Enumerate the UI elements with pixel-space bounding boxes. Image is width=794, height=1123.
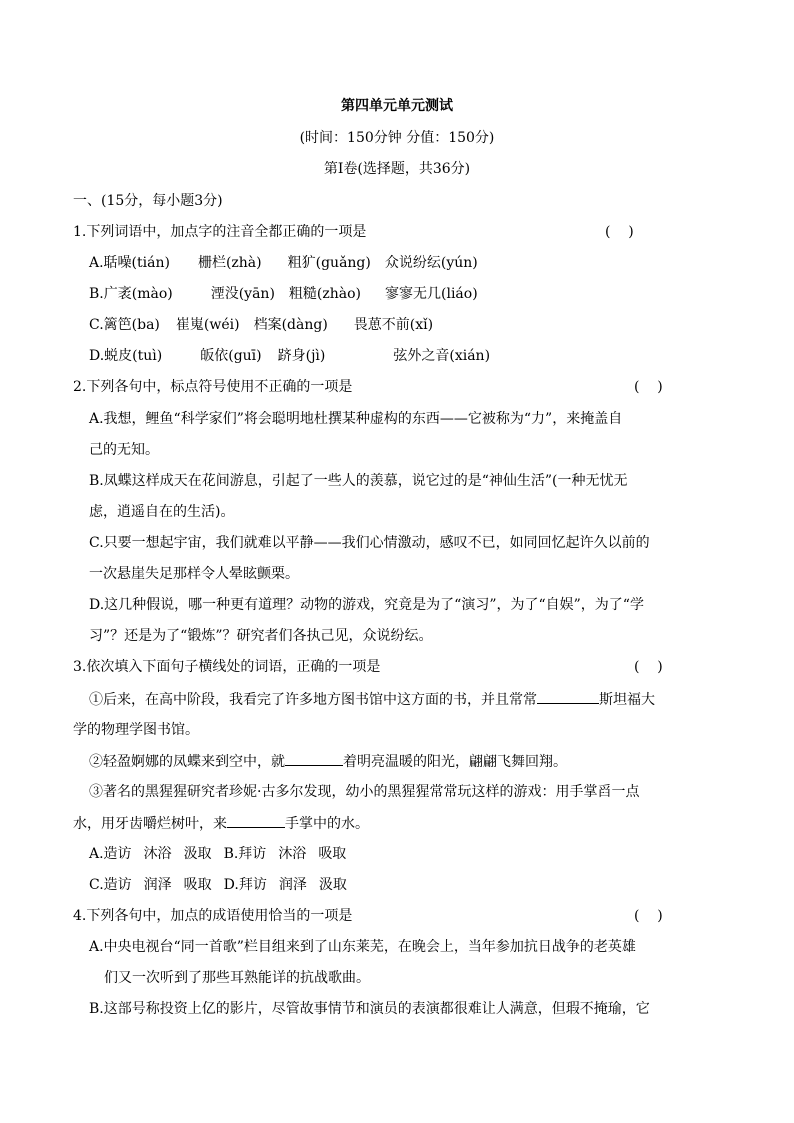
- fill-blank-2: [285, 751, 343, 766]
- q2-option-d-line2: 习”？还是为了“锻炼”？研究者们各执己见，众说纷纭。: [89, 628, 433, 644]
- q3-c-1: C.造访: [89, 877, 132, 893]
- q3-s1-text: ①后来，在高中阶段，我看完了许多地方图书馆中这方面的书，并且常常: [89, 692, 537, 708]
- volume-heading: 第Ⅰ卷(选择题，共36分): [323, 161, 471, 177]
- question-2-stem: 2.下列各句中，标点符号使用不正确的一项是: [73, 379, 353, 395]
- q3-sentence-3-line2: [73, 813, 369, 834]
- q3-a-3: 汲取: [183, 846, 212, 862]
- q1-a-word-2: 栅栏(zhà): [197, 255, 262, 271]
- q1-b-word-3: 粗糙(zhào): [288, 286, 362, 302]
- q2-option-a-line2: 己的无知。: [89, 442, 159, 458]
- q2-option-c-line1: C.只要一想起宇宙，我们就难以平静——我们心情激动，感叹不已，如同回忆起许久以前的: [89, 535, 650, 551]
- q1-c-word-3: 档案(dàng): [253, 317, 328, 333]
- q3-s3-text-end: 手掌中的水。: [285, 816, 369, 832]
- fill-blank-3: [227, 813, 285, 828]
- question-4-answer-paren: ( ): [634, 908, 663, 924]
- q1-b-word-1: B.广袤(mào): [89, 286, 173, 302]
- q1-b-word-2: 湮没(yān): [210, 286, 275, 302]
- q1-d-word-2: 皈依(guī): [200, 348, 262, 364]
- question-1-stem: 1.下列词语中，加点字的注音全都正确的一项是: [73, 224, 367, 240]
- q3-sentence-1-line1: [89, 689, 655, 710]
- question-3-answer-paren: ( ): [634, 659, 663, 675]
- q1-c-word-4: 畏葸不前(xǐ): [353, 317, 434, 333]
- q3-c-3: 吸取: [183, 877, 212, 893]
- question-4-stem: 4.下列各句中，加点的成语使用恰当的一项是: [73, 908, 353, 924]
- q1-a-word-3: 粗犷(guǎng): [287, 255, 371, 271]
- q1-option-b: [89, 284, 478, 304]
- q4-option-a-line2: 们又一次听到了那些耳熟能详的抗战歌曲。: [104, 970, 370, 986]
- exam-title: 第四单元单元测试: [341, 98, 453, 114]
- q3-options-cd: [89, 875, 347, 895]
- q3-d-3: 汲取: [318, 877, 347, 893]
- q3-sentence-2: [89, 751, 567, 772]
- q3-sentence-3-line1: ③著名的黑猩猩研究者珍妮·古多尔发现，幼小的黑猩猩常常玩这样的游戏：用手掌舀一点: [89, 784, 640, 800]
- section-heading: 一、(15分，每小题3分): [73, 193, 223, 209]
- q3-options-ab: [89, 844, 346, 864]
- q1-d-word-1: D.蜕皮(tuì): [89, 348, 163, 364]
- q1-option-d: [89, 346, 490, 366]
- q1-a-word-1: A.聒噪(tián): [89, 255, 170, 271]
- q3-s2-text: ②轻盈婀娜的凤蝶来到空中，就: [89, 754, 285, 770]
- q2-option-b-line2: 虑，逍遥自在的生活)。: [89, 504, 235, 520]
- question-3-stem: 3.依次填入下面句子横线处的词语，正确的一项是: [73, 659, 381, 675]
- q3-sentence-1-line2: 学的物理学图书馆。: [73, 722, 199, 738]
- q1-d-word-4: 弦外之音(xián): [393, 348, 491, 364]
- q3-d-2: 润泽: [278, 877, 307, 893]
- q2-option-c-line2: 一次悬崖失足那样令人晕眩颤栗。: [89, 566, 299, 582]
- q1-c-word-1: C.篱笆(ba): [89, 317, 160, 333]
- q1-a-word-4: 众说纷纭(yún): [384, 255, 478, 271]
- q1-option-c: [89, 315, 433, 335]
- q3-d-1: D.拜访: [223, 877, 267, 893]
- q3-b-1: B.拜访: [223, 846, 267, 862]
- q1-b-word-4: 寥寥无几(liáo): [385, 286, 478, 302]
- exam-meta: (时间：150分钟 分值：150分): [299, 130, 495, 146]
- q2-option-d-line1: D.这几种假说，哪一种更有道理？动物的游戏，究竟是为了“演习”，为了“自娱”，为了“学: [89, 597, 644, 613]
- q1-d-word-3: 跻身(jì): [277, 348, 326, 364]
- q3-a-2: 沐浴: [143, 846, 172, 862]
- q3-c-2: 润泽: [143, 877, 172, 893]
- q3-s2-text-end: 着明亮温暖的阳光，翩翩飞舞回翔。: [343, 754, 567, 770]
- q3-b-2: 沐浴: [278, 846, 307, 862]
- q2-option-b-line1: B.凤蝶这样成天在花间游息，引起了一些人的羡慕，说它过的是“神仙生活”(一种无忧无: [89, 473, 628, 489]
- q4-option-a-line1: A.中央电视台“同一首歌”栏目组来到了山东莱芜，在晚会上，当年参加抗日战争的老英雄: [89, 939, 636, 955]
- question-1-answer-paren: ( ): [605, 224, 634, 240]
- q3-a-1: A.造访: [89, 846, 132, 862]
- q1-option-a: [89, 253, 478, 273]
- q1-c-word-2: 崔嵬(wéi): [175, 317, 240, 333]
- q2-option-a-line1: A.我想，鲤鱼“科学家们”将会聪明地杜撰某种虚构的东西——它被称为“力”，来掩盖自: [89, 411, 623, 427]
- q3-s3-text: 水，用牙齿嚼烂树叶，来: [73, 816, 227, 832]
- q4-option-b-line1: B.这部号称投资上亿的影片，尽管故事情节和演员的表演都很难让人满意，但瑕不掩瑜，它: [89, 1001, 650, 1017]
- question-2-answer-paren: ( ): [634, 379, 663, 395]
- q3-b-3: 吸取: [318, 846, 347, 862]
- q3-s1-text-end: 斯坦福大: [599, 692, 655, 708]
- fill-blank-1: [537, 689, 599, 704]
